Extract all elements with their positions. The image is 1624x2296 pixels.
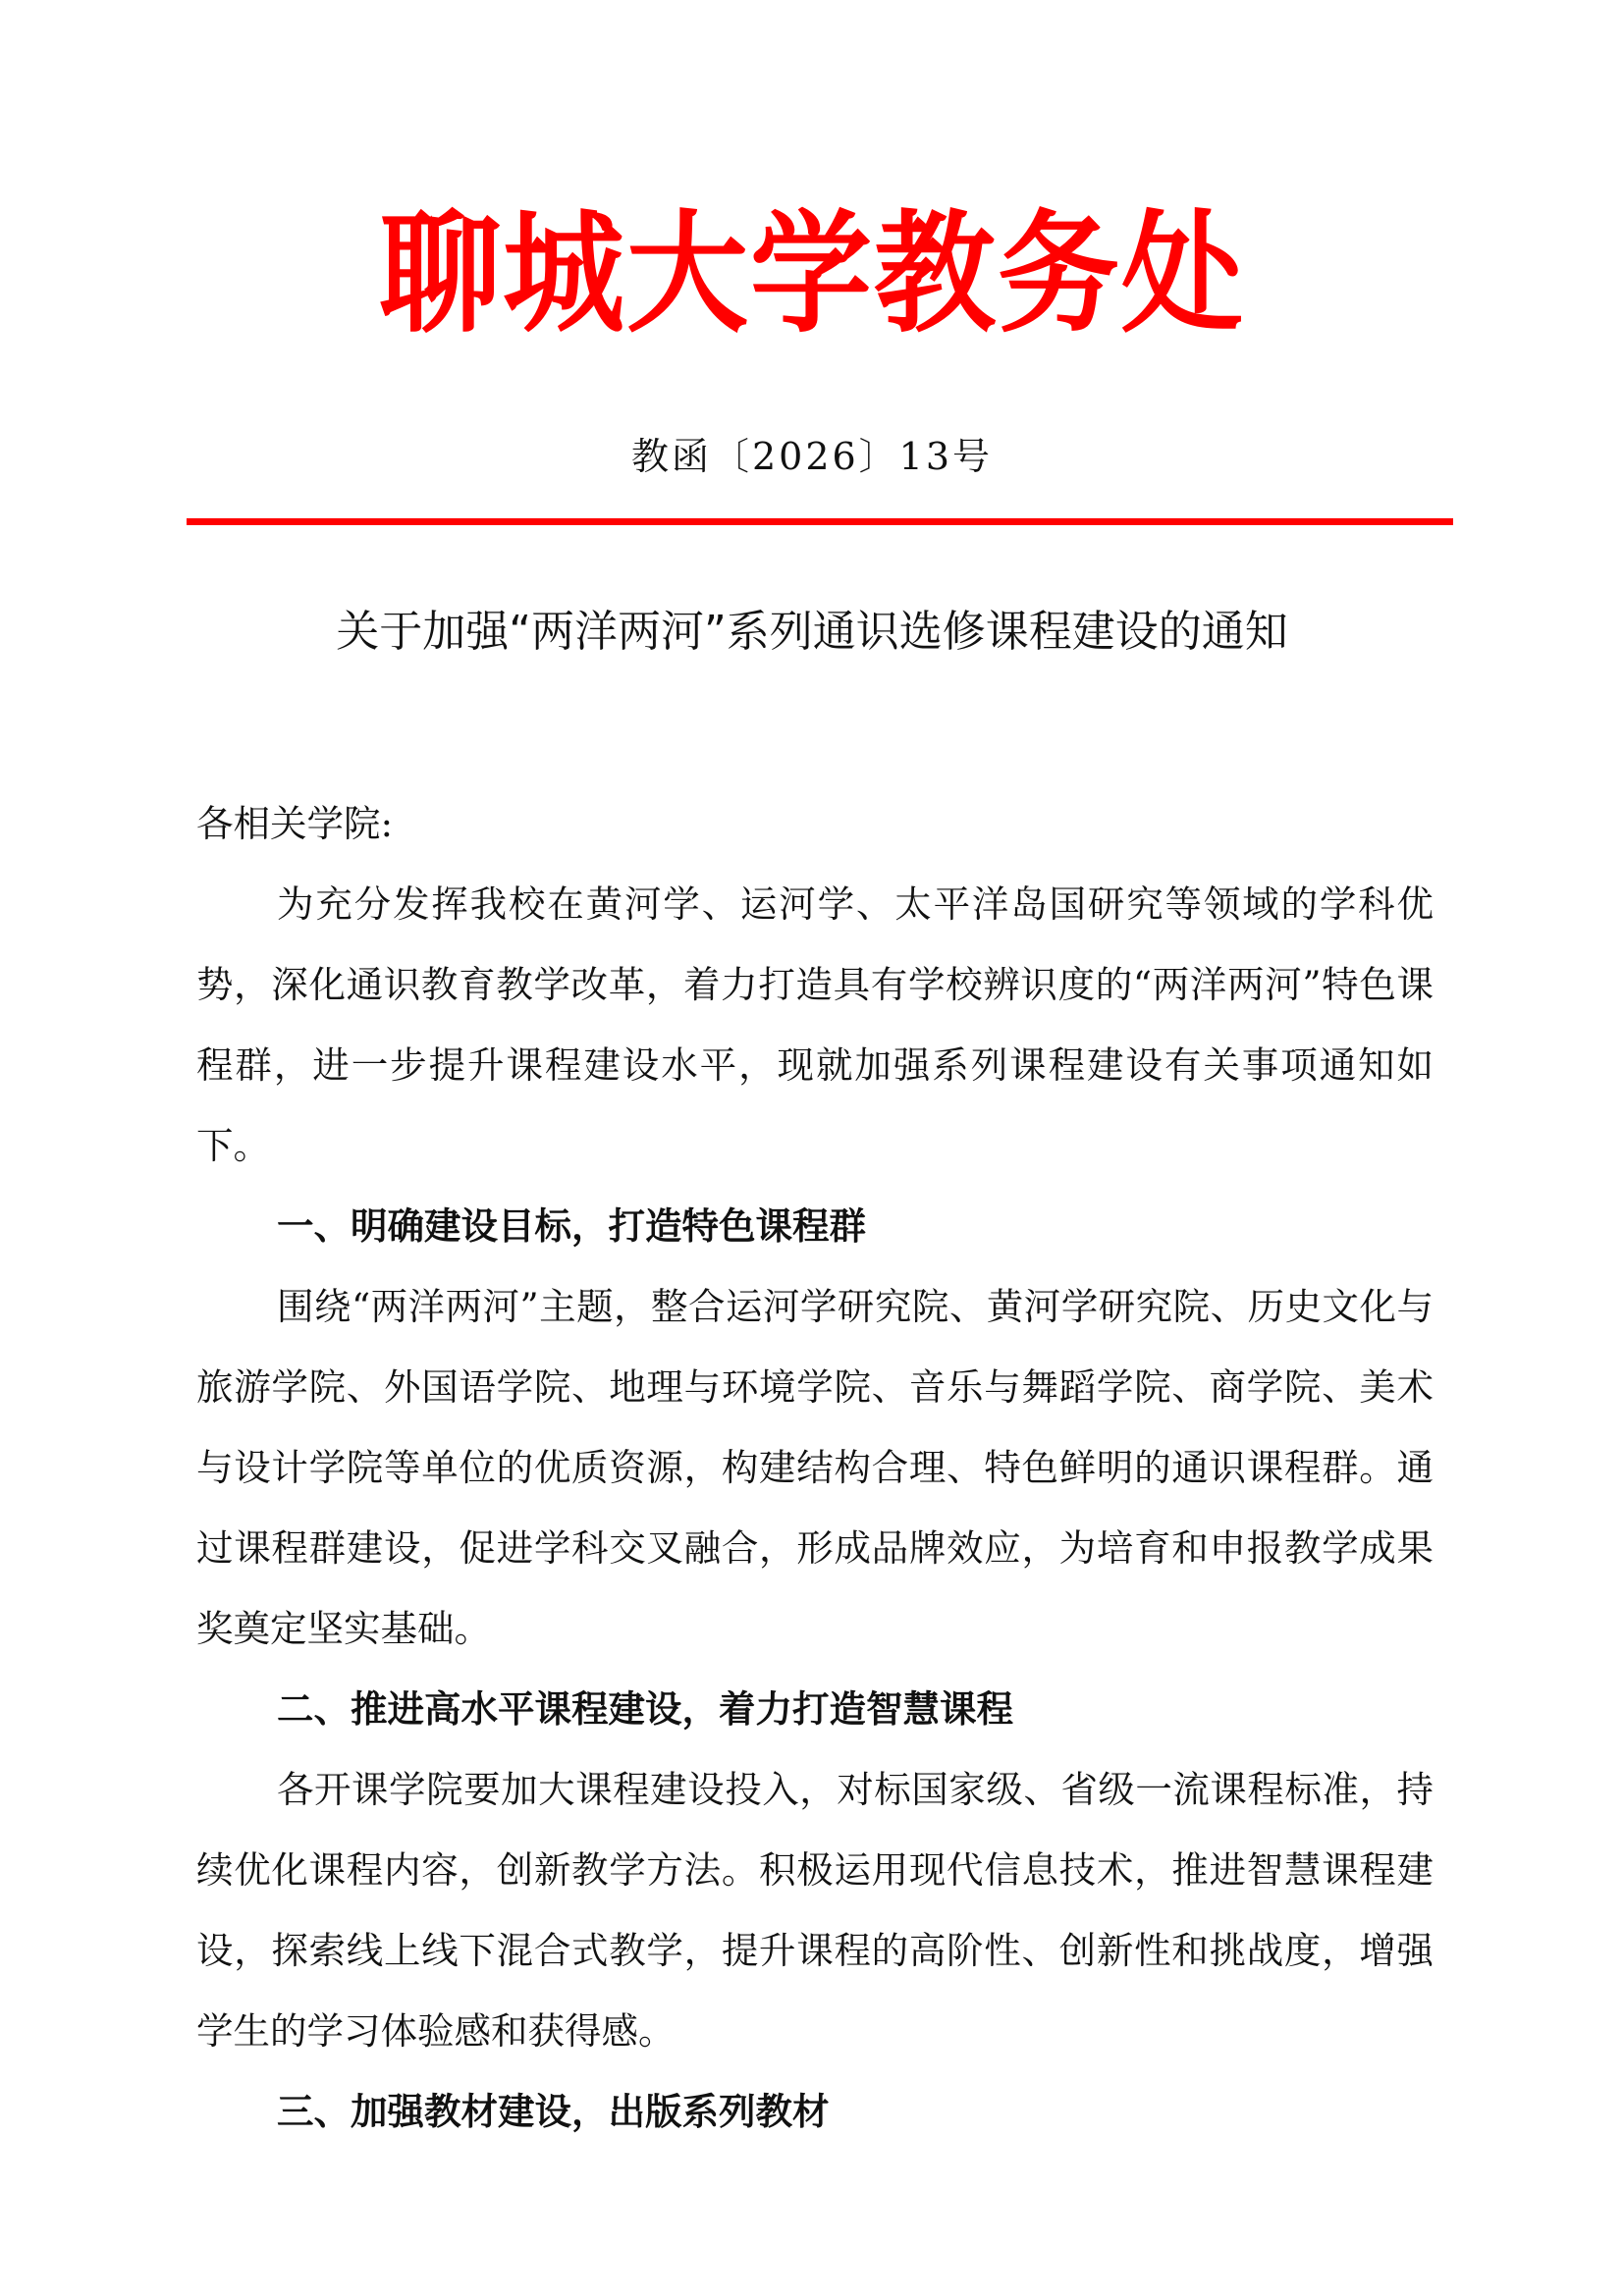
document-subject: 关于加强“两洋两河”系列通识选修课程建设的通知 xyxy=(336,607,1288,657)
intro-paragraph: 为充分发挥我校在黄河学、运河学、太平洋岛国研究等领域的学科优势，深化通识教育教学改革，着力打造具有学校辨识度的“两洋两河”特色课程群，进一步提升课程建设水平，现就加强系列课程建设有关事项通知如下。 xyxy=(196,882,1434,1167)
salutation: 各相关学院: xyxy=(196,802,394,845)
section-paragraph-2: 各开课学院要加大课程建设投入，对标国家级、省级一流课程标准，持续优化课程内容，创新教学方法。积极运用现代信息技术，推进智慧课程建设，探索线上线下混合式教学，提升课程的高阶性、创新性和挑战度，增强学生的学习体验感和获得感。 xyxy=(196,1768,1434,2053)
red-divider xyxy=(187,518,1453,525)
document-body xyxy=(196,783,1434,2152)
section-heading-2: 二、推进高水平课程建设，着力打造智慧课程 xyxy=(277,1687,1013,1731)
document-number: 教函〔2026〕13号 xyxy=(630,435,994,478)
section-heading-3: 三、加强教材建设，出版系列教材 xyxy=(277,2090,830,2133)
masthead-title: 聊城大学教务处 xyxy=(378,197,1245,351)
section-paragraph-1: 围绕“两洋两河”主题，整合运河学研究院、黄河学研究院、历史文化与旅游学院、外国语学院、地理与环境学院、音乐与舞蹈学院、商学院、美术与设计学院等单位的优质资源，构建结构合理、特色鲜明的通识课程群。通过课程群建设，促进学科交叉融合，形成品牌效应，为培育和申报教学成果奖奠定坚实基础。 xyxy=(196,1285,1434,1650)
section-heading-1: 一、明确建设目标，打造特色课程群 xyxy=(277,1204,866,1248)
